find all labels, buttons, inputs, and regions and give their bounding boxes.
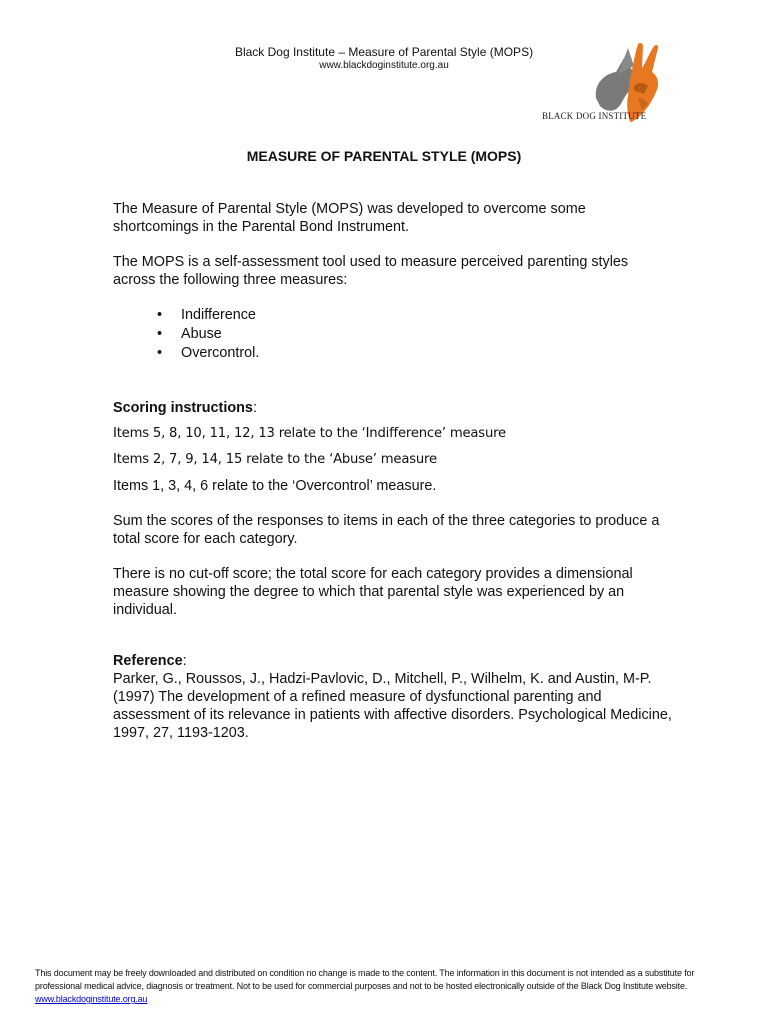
scoring-item-abuse: Items 2, 7, 9, 14, 15 relate to the ‘Abuse’ measure <box>113 452 437 467</box>
bullet-icon: • <box>157 307 163 323</box>
reference-citation: Parker, G., Roussos, J., Hadzi-Pavlovic, D., Mitchell, P., Wilhelm, K. and Austin, M-P. (1997) The development of a refined measure of dysfunctional parenting and assessment of its relevance in patients with affective disorders. Psychological Medicine, 1997, 27, 1193-1203. <box>113 671 672 741</box>
measure-label: Overcontrol. <box>181 345 260 361</box>
reference-heading-colon: : <box>182 653 187 669</box>
bullet-icon: • <box>157 345 163 361</box>
reference-heading-line <box>113 652 673 670</box>
scoring-item-overcontrol: Items 1, 3, 4, 6 relate to the ‘Overcontrol’ measure. <box>113 478 437 494</box>
logo-wordmark: BLACK DOG INSTITUTE <box>542 111 647 121</box>
footer-disclaimer <box>35 967 735 1006</box>
black-dog-logo <box>538 40 688 130</box>
scoring-item-indifference: Items 5, 8, 10, 11, 12, 13 relate to the ‘Indifference’ measure <box>113 426 506 441</box>
scoring-paragraph-sum: Sum the scores of the responses to items in each of the three categories to produce a total score for each category. <box>113 513 660 547</box>
list-item <box>157 344 673 363</box>
footer-link[interactable]: www.blackdoginstitute.org.au <box>35 994 148 1004</box>
header-title: Black Dog Institute – Measure of Parental Style (MOPS) <box>234 45 534 59</box>
scoring-heading-colon: : <box>252 400 257 416</box>
list-item <box>157 306 673 325</box>
intro-paragraph-2: The MOPS is a self-assessment tool used to measure perceived parenting styles across the following three measures: <box>113 254 629 288</box>
measure-label: Abuse <box>181 326 222 342</box>
footer-text: This document may be freely downloaded and distributed on condition no change is made to the content. The information in this document is not intended as a substitute for professional medical advice, diagnosis or treatment. Not to be used for commercial purposes and not to be hosted electronically outside of the Black Dog Institute website. <box>35 968 695 991</box>
header-url: www.blackdoginstitute.org.au <box>319 60 449 71</box>
list-item <box>157 325 673 344</box>
intro-paragraph-1: The Measure of Parental Style (MOPS) was developed to overcome some shortcomings in the Parental Bond Instrument. <box>113 201 586 235</box>
scoring-paragraph-cutoff: There is no cut-off score; the total score for each category provides a dimensional measure showing the degree to which that parental style was experienced by an individual. <box>113 566 633 618</box>
scoring-heading: Scoring instructions <box>113 400 253 416</box>
document-title: MEASURE OF PARENTAL STYLE (MOPS) <box>246 148 522 164</box>
measures-list <box>113 306 673 363</box>
document-body <box>113 200 673 759</box>
reference-heading: Reference <box>113 653 183 669</box>
measure-label: Indifference <box>181 307 256 323</box>
scoring-heading-line <box>113 399 673 417</box>
bullet-icon: • <box>157 326 163 342</box>
